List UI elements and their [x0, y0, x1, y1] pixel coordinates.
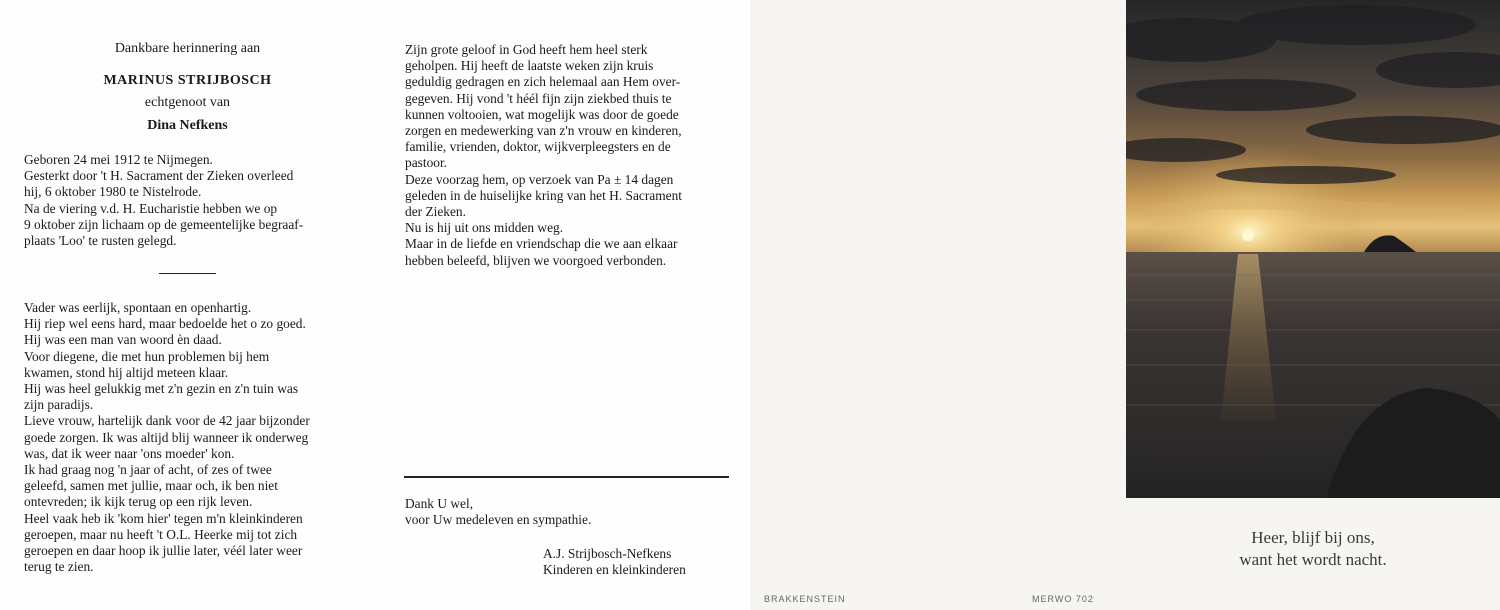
- text-line: ontevreden; ik kijk terug op een rijk leven.: [24, 494, 253, 510]
- text-line: Hij was heel gelukkig met z'n gezin en z'n tuin was: [24, 381, 299, 397]
- verse-text: [1126, 527, 1500, 571]
- right-card-panel: [750, 0, 1500, 610]
- text-line: Voor diegene, die met hun problemen bij hem: [24, 348, 270, 364]
- left-card-panel: [0, 0, 375, 610]
- printer-code-left: BRAKKENSTEIN: [764, 594, 846, 604]
- text-line: plaats 'Loo' te rusten gelegd.: [24, 233, 177, 249]
- spouse-name: Dina Nefkens: [147, 118, 228, 133]
- text-line: zorgen en medewerking van z'n vrouw en kinderen,: [405, 123, 682, 139]
- signature-text: [543, 546, 743, 578]
- text-line: Deze voorzag hem, op verzoek van Pa ± 14 dagen: [405, 171, 674, 187]
- text-line: terug te zien.: [24, 559, 94, 575]
- birth-death-text: [24, 152, 354, 249]
- text-line: geholpen. Hij heeft de laatste weken zijn kruis: [405, 58, 654, 74]
- text-line: Hij was een man van woord èn daad.: [24, 332, 222, 348]
- text-line: Heel vaak heb ik 'kom hier' tegen m'n kleinkinderen: [24, 510, 303, 526]
- thanks-text: [405, 496, 735, 528]
- text-line: der Zieken.: [405, 204, 466, 220]
- text-line: gegeven. Hij vond 't héél fijn zijn ziekbed thuis te: [405, 90, 672, 106]
- sunset-photo: [1126, 0, 1500, 498]
- printer-code-right: MERWO 702: [1032, 594, 1094, 604]
- text-line: Kinderen en kleinkinderen: [543, 562, 686, 578]
- text-line: Zijn grote geloof in God heeft hem heel sterk: [405, 42, 648, 57]
- verse-line: Heer, blijf bij ons,: [1251, 528, 1375, 547]
- divider: [404, 476, 729, 478]
- text-line: kunnen voltooien, wat mogelijk was door de goede: [405, 106, 679, 122]
- dank-heading: Dankbare herinnering aan: [114, 41, 261, 56]
- middle-card-panel: [375, 0, 750, 610]
- faith-text: [405, 42, 735, 269]
- text-line: Maar in de liefde en vriendschap die we aan elkaar: [405, 236, 678, 252]
- text-line: Geboren 24 mei 1912 te Nijmegen.: [24, 152, 213, 167]
- text-line: 9 oktober zijn lichaam op de gemeentelijke begraaf-: [24, 216, 304, 232]
- text-line: Vader was eerlijk, spontaan en openhartig.: [24, 300, 252, 315]
- text-line: pastoor.: [405, 155, 448, 171]
- text-line: Ik had graag nog 'n jaar of acht, of zes of twee: [24, 462, 272, 478]
- text-line: geleefd, samen met jullie, maar och, ik ben niet: [24, 478, 278, 494]
- text-line: geduldig gedragen en zich helemaal aan Hem over-: [405, 74, 681, 90]
- text-line: Na de viering v.d. H. Eucharistie hebben we op: [24, 200, 278, 216]
- text-line: hij, 6 oktober 1980 te Nistelrode.: [24, 184, 202, 200]
- verse-line: want het wordt nacht.: [1239, 550, 1387, 569]
- text-line: Lieve vrouw, hartelijk dank voor de 42 jaar bijzonder: [24, 413, 310, 429]
- text-line: Gesterkt door 't H. Sacrament der Zieken overleed: [24, 168, 294, 184]
- text-line: was, dat ik weer naar 'ons moeder' kon.: [24, 445, 235, 461]
- text-line: Dank U wel,: [405, 496, 474, 511]
- text-line: Hij riep wel eens hard, maar bedoelde het o zo goed.: [24, 316, 306, 332]
- divider: [159, 273, 216, 274]
- text-line: zijn paradijs.: [24, 397, 94, 413]
- text-line: kwamen, stond hij altijd meteen klaar.: [24, 364, 229, 380]
- spouse-intro: echtgenoot van: [144, 95, 231, 110]
- text-line: geleden in de huiselijke kring van het H. Sacrament: [405, 187, 683, 203]
- text-line: geroepen, maar nu heeft 't O.L. Heerke mij tot zich: [24, 526, 298, 542]
- text-line: Nu is hij uit ons midden weg.: [405, 220, 564, 236]
- deceased-name: MARINUS STRIJBOSCH: [103, 73, 272, 88]
- text-line: A.J. Strijbosch-Nefkens: [543, 546, 672, 561]
- text-line: goede zorgen. Ik was altijd blij wanneer ik onderweg: [24, 429, 309, 445]
- text-line: hebben beleefd, blijven we voorgoed verbonden.: [405, 252, 667, 268]
- text-line: geroepen en daar hoop ik jullie later, véél later weer: [24, 543, 303, 559]
- tribute-text: [24, 300, 354, 575]
- text-line: voor Uw medeleven en sympathie.: [405, 512, 592, 528]
- text-line: familie, vrienden, doktor, wijkverpleegsters en de: [405, 139, 671, 155]
